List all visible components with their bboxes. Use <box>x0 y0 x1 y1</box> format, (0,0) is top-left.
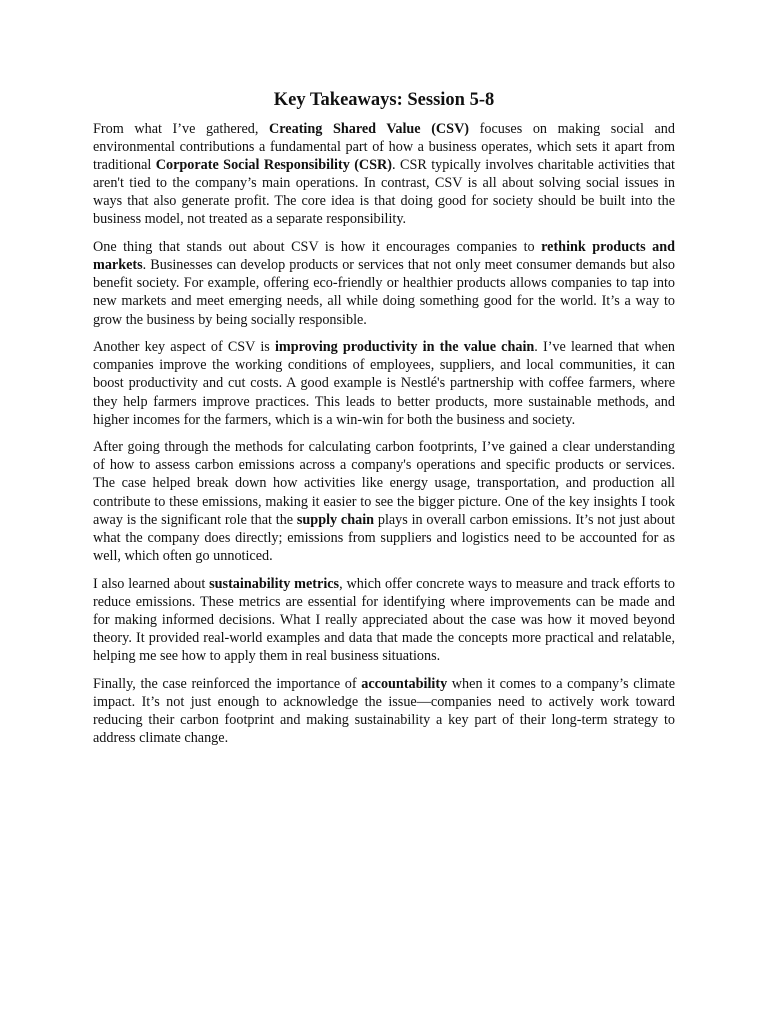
bold-term-accountability: accountability <box>361 675 448 692</box>
paragraph-text: focuses on making social and environmental contributions a fundamental part of how a business operates, which sets it apart from traditional <box>93 121 675 174</box>
paragraph-text: plays in overall carbon emissions. It’s not just about what the company does directly; emissions from suppliers and logistics need to be accounted for as well, which often go unnoticed. <box>93 511 676 564</box>
bold-term-supply-chain: supply chain <box>296 511 375 528</box>
bold-term-metrics: sustainability metrics <box>209 575 340 592</box>
paragraph-sustainability-metrics <box>93 575 675 665</box>
paragraph-text: . I’ve learned that when companies improve the working conditions of employees, suppliers, and local communities, it can boost productivity and cut costs. A good example is Nestlé's partnership with coffee farmers, where they help farmers improve practices. This leads to better products, more sustainable methods, and higher incomes for the farmers, which is a win-win for both the business and society. <box>93 339 676 428</box>
bold-term-csr: Corporate Social Responsibility (CSR) <box>155 157 393 174</box>
paragraph-text: Another key aspect of CSV is <box>93 339 275 356</box>
document-page <box>93 88 675 757</box>
paragraph-text: After going through the methods for calculating carbon footprints, I’ve gained a clear understanding of how to assess carbon emissions across a company's operations and specific products or services. The case helped break down how activities like energy usage, transportation, and production all contribute to these emissions, making it easier to see the bigger picture. One of the key insights I took away is the significant role that the <box>93 439 675 528</box>
paragraph-text: , which offer concrete ways to measure and track efforts to reduce emissions. These metrics are essential for identifying where improvements can be made and for making informed decisions. What I really appreciated about the case was how it moved beyond theory. It provided real-world examples and data that made the concepts more practical and relatable, helping me see how to apply them in real business situations. <box>93 575 675 664</box>
paragraph-value-chain <box>93 338 675 428</box>
paragraph-text: . Businesses can develop products or services that not only meet consumer demands but also benefit society. For example, offering eco-friendly or healthier products allows companies to tap into new markets and meet emerging needs, all while doing something good for the world. It’s a way to grow the business by being socially responsible. <box>93 257 675 328</box>
document-title: Key Takeaways: Session 5-8 <box>273 90 495 110</box>
paragraph-accountability <box>93 675 675 747</box>
paragraph-text: One thing that stands out about CSV is how it encourages companies to <box>93 239 542 256</box>
paragraph-text: when it comes to a company’s climate impact. It’s not just enough to acknowledge the issue—companies need to actively work toward reducing their carbon footprint and making sustainability a key part of their long-term strategy to address climate change. <box>93 675 675 746</box>
paragraph-products-markets <box>93 238 675 328</box>
paragraph-text: Finally, the case reinforced the importance of <box>93 675 362 692</box>
paragraph-carbon-footprint <box>93 438 675 565</box>
bold-term-rethink-products: rethink products and markets <box>93 239 675 274</box>
paragraph-csv-vs-csr <box>93 120 675 229</box>
paragraph-text: I also learned about <box>93 575 210 592</box>
bold-term-csv: Creating Shared Value (CSV) <box>269 121 470 137</box>
bold-term-productivity: improving productivity in the value chain <box>274 339 535 356</box>
paragraph-text: . CSR typically involves charitable activities that aren't tied to the company’s main operations. In contrast, CSV is all about solving social issues in ways that also generate profit. The core idea is that doing good for society should be built into the business model, not treated as a separate responsibility. <box>93 157 676 228</box>
paragraph-text: From what I’ve gathered, <box>93 121 270 137</box>
